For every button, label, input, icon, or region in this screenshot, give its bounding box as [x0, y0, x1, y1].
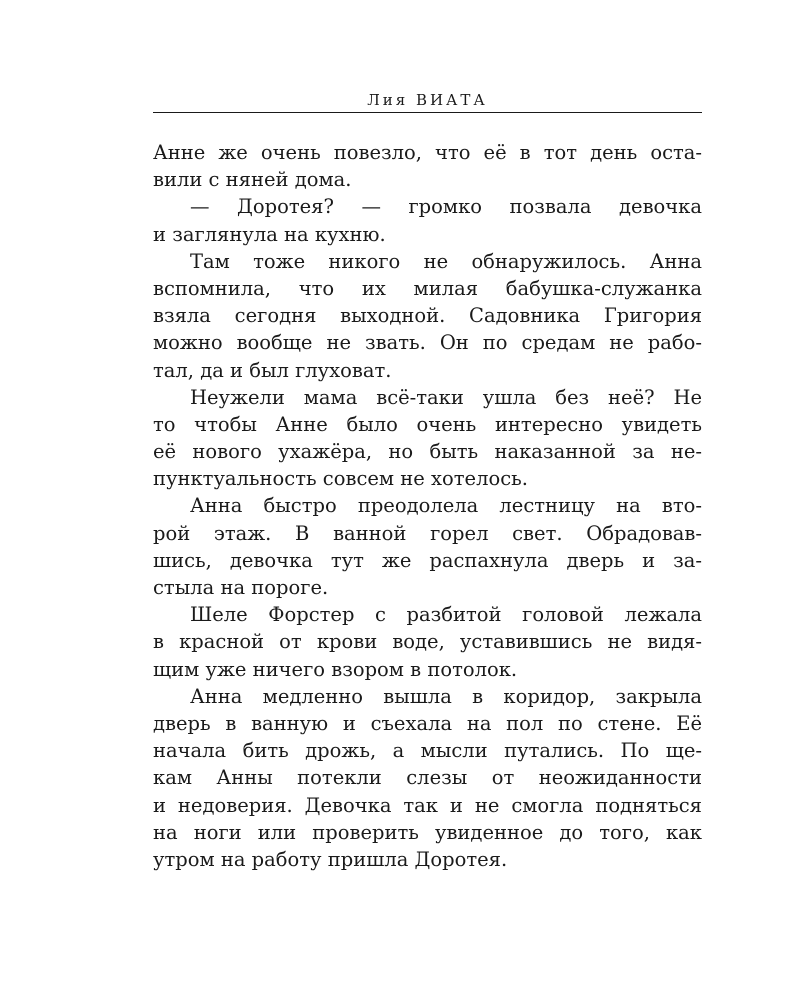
text-line: и недоверия. Девочка так и не смогла подняться [153, 793, 702, 817]
text-line: Шеле Форстер с разбитой головой лежала [190, 603, 702, 627]
text-line: начала бить дрожь, а мысли путались. По ще- [153, 739, 702, 763]
text-line: кам Анны потекли слезы от неожиданности [153, 766, 702, 790]
text-line: и заглянула на кухню. [153, 222, 386, 246]
text-line: Анна медленно вышла в коридор, закрыла [190, 684, 702, 708]
text-line: на ноги или проверить увиденное до того, как [153, 820, 702, 844]
text-line: вспомнила, что их милая бабушка-служанка [153, 276, 702, 300]
text-line: Анне же очень повезло, что её в тот день оста- [153, 141, 702, 164]
text-line: Неужели мама всё-таки ушла без неё? Не [190, 385, 702, 409]
text-line: Анна быстро преодолела лестницу на вто- [190, 494, 702, 518]
text-line: шись, девочка тут же распахнула дверь и за- [153, 548, 702, 572]
text-line: утром на работу пришла Доротея. [153, 847, 508, 871]
text-line: Там тоже никого не обнаружилось. Анна [190, 249, 702, 273]
text-line: её нового ухажёра, но быть наказанной за не- [153, 440, 702, 464]
header-rule [153, 112, 702, 113]
text-line: стыла на пороге. [153, 576, 329, 599]
text-line: взяла сегодня выходной. Садовника Григория [153, 304, 702, 328]
running-head: Лия ВИАТА [367, 91, 488, 109]
text-line: щим уже ничего взором в потолок. [153, 657, 518, 681]
body-text [153, 139, 702, 873]
text-line: пунктуальность совсем не хотелось. [153, 467, 528, 491]
text-line: — Доротея? — громко позвала девочка [190, 195, 702, 219]
text-line: тал, да и был глуховат. [153, 358, 392, 382]
text-line: то чтобы Анне было очень интересно увидеть [153, 412, 702, 436]
text-line: дверь в ванную и съехала на пол по стене. Её [153, 711, 702, 735]
text-line: можно вообще не звать. Он по средам не рабо- [153, 331, 702, 355]
text-line: в красной от крови воде, уставившись не видя- [153, 630, 702, 654]
text-line: вили с няней дома. [153, 168, 352, 192]
text-line: рой этаж. В ванной горел свет. Обрадовав- [153, 521, 702, 545]
